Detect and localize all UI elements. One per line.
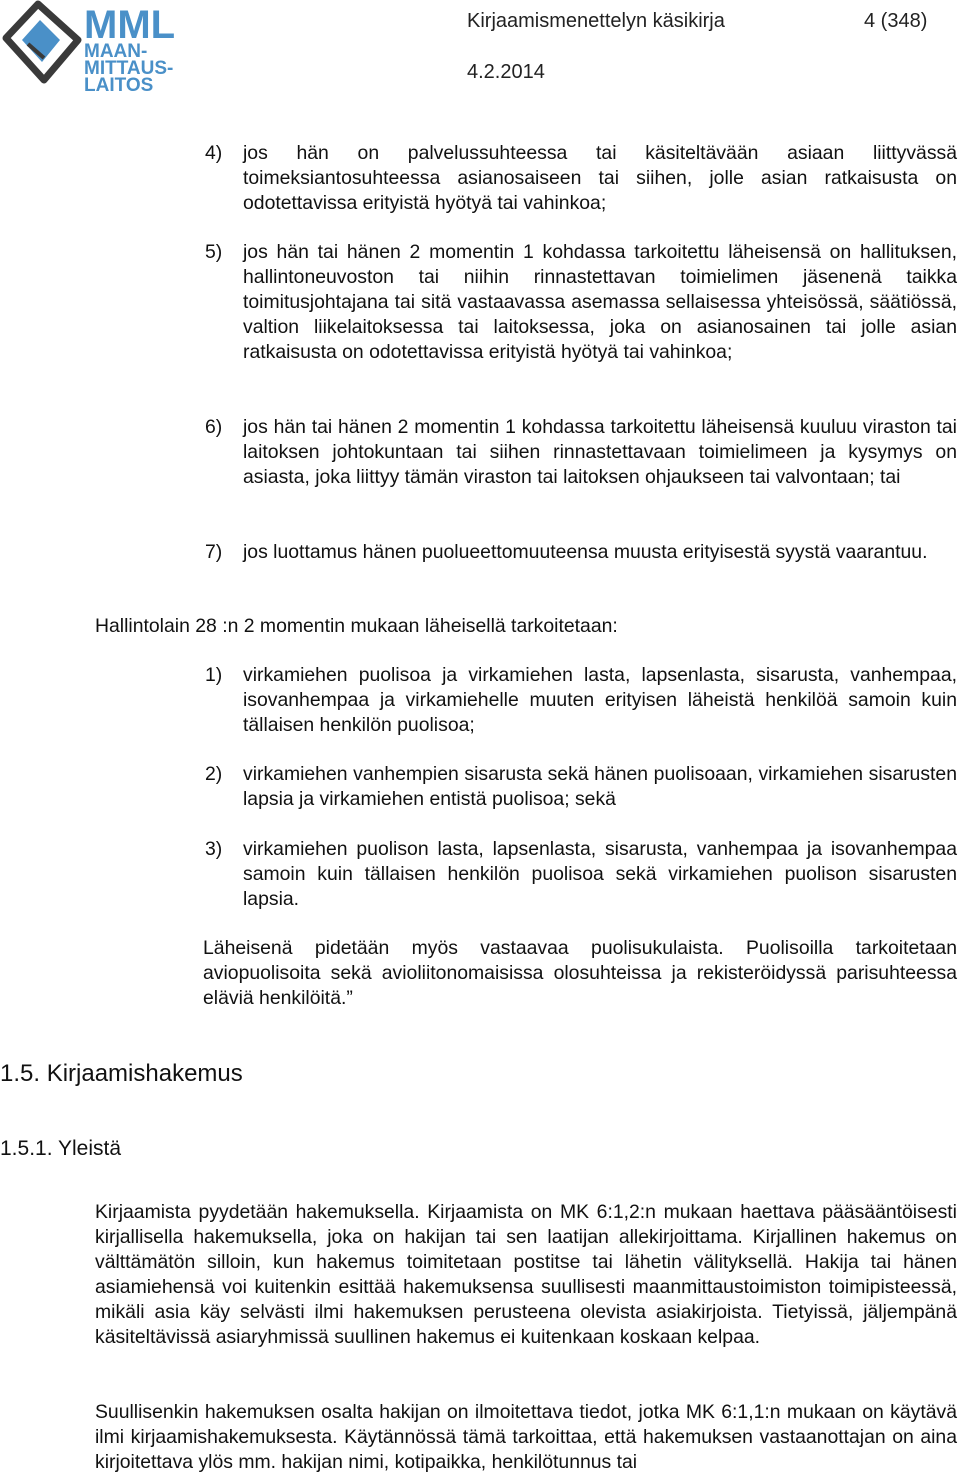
- list-item: [205, 415, 957, 490]
- page-number: 4 (348): [864, 10, 928, 32]
- svg-text:MAAN-: MAAN-: [84, 41, 148, 62]
- section-heading: 1.5. Kirjaamishakemus: [0, 1060, 243, 1087]
- svg-text:LAITOS: LAITOS: [84, 75, 154, 96]
- list-text: virkamiehen vanhempien sisarusta sekä hänen puolisoaan, virkamiehen sisarusten lapsia ja virkamiehen entistä puolisoa; sekä: [243, 763, 957, 810]
- list-number: 3): [205, 838, 223, 860]
- body-paragraph: Suullisenkin hakemuksen osalta hakijan on ilmoitettava tiedot, jotka MK 6:1,1:n mukaan on käytävä ilmi kirjaamishakemuksesta. Käytännössä tämä tarkoittaa, että hakemuksen vastaanottajan on aina kirjoitettava ylös mm. hakijan nimi, kotipaikka, henkilötunnus tai: [95, 1401, 957, 1473]
- list-number: 5): [205, 241, 223, 263]
- document-title: Kirjaamismenettelyn käsikirja: [467, 10, 725, 32]
- mml-logo: [0, 0, 180, 96]
- list-item: [205, 837, 957, 912]
- intro-paragraph: Hallintolain 28 :n 2 momentin mukaan läheisellä tarkoitetaan:: [95, 615, 618, 637]
- list-number: 1): [205, 664, 223, 686]
- list-text: virkamiehen puolisoa ja virkamiehen lasta, lapsenlasta, sisarusta, vanhempaa, isovanhempaa ja virkamiehelle muuten erityisen läheistä henkilöä samoin kuin tällaisen henkilön puolisoa;: [243, 664, 957, 736]
- list-item: [205, 762, 957, 812]
- list-number: 7): [205, 541, 223, 563]
- list-text: jos hän tai hänen 2 momentin 1 kohdassa tarkoitettu läheisensä on hallituksen, hallintoneuvoston tai niihin rinnastettavan toimielimen jäsenenä taikka toimitusjohtajana tai sitä vastaavassa asemassa sellaisessa yhteisössä, säätiössä, valtion liikelaitoksessa tai laitoksessa, joka on asianosainen tai jolle asian ratkaisusta on odotettavissa erityistä hyötyä tai vahinkoa;: [243, 241, 957, 363]
- list-item: [205, 540, 957, 565]
- document-date: 4.2.2014: [467, 61, 545, 83]
- svg-text:MML: MML: [84, 3, 176, 47]
- subsection-heading: 1.5.1. Yleistä: [0, 1137, 122, 1160]
- list-number: 2): [205, 763, 223, 785]
- list-text: virkamiehen puolison lasta, lapsenlasta, sisarusta, vanhempaa ja isovanhempaa samoin kuin tällaisen henkilön puolisoa sekä virkamiehen puolison sisarusten lapsia.: [243, 838, 957, 910]
- logo-emblem-icon: [6, 4, 78, 80]
- body-paragraph: Kirjaamista pyydetään hakemuksella. Kirjaamista on MK 6:1,2:n mukaan haettava pääsääntöisesti kirjallisella hakemuksella, joka on hakijan tai sen laatijan allekirjoittama. Kirjallinen hakemus on välttämätön silloin, kun hakemus toimitetaan postitse tai lähetin välityksellä. Hakija tai hänen asiamiehensä voi kuitenkin esittää hakemuksensa suullisesti maanmittaustoimiston toimipisteessä, mikäli asia käy selvästi ilmi hakemuksen perusteena olevista asiakirjoista. Tietyissä, jäljempänä käsiteltävissä asiaryhmissä suullinen hakemus ei kuitenkaan koskaan kelpaa.: [95, 1201, 957, 1348]
- closing-paragraph: Läheisenä pidetään myös vastaavaa puolisukulaista. Puolisoilla tarkoitetaan aviopuolisoita sekä avioliitonomaisissa olosuhteissa ja rekisteröidyssä parisuhteessa eläviä henkilöitä.”: [203, 937, 957, 1009]
- list-number: 4): [205, 142, 223, 164]
- list-item: [205, 663, 957, 738]
- list-text: jos hän on palvelussuhteessa tai käsiteltävään asiaan liittyvässä toimeksiantosuhteessa asianosaiseen tai siihen, jolle asian ratkaisusta on odotettavissa erityistä hyötyä tai vahinkoa;: [243, 142, 957, 214]
- list-text: jos hän tai hänen 2 momentin 1 kohdassa tarkoitettu läheisensä kuuluu viraston tai laitoksen johtokuntaan tai siihen rinnastettavaan toimielimeen ja kysymys on asiasta, joka liittyy tämän viraston tai laitoksen ohjaukseen tai valvontaan; tai: [243, 416, 957, 488]
- svg-text:MITTAUS-: MITTAUS-: [84, 58, 174, 79]
- list-item: [205, 240, 957, 365]
- list-text: jos luottamus hänen puolueettomuuteensa muusta erityisestä syystä vaarantuu.: [243, 541, 928, 563]
- list-item: [205, 141, 957, 216]
- list-number: 6): [205, 416, 223, 438]
